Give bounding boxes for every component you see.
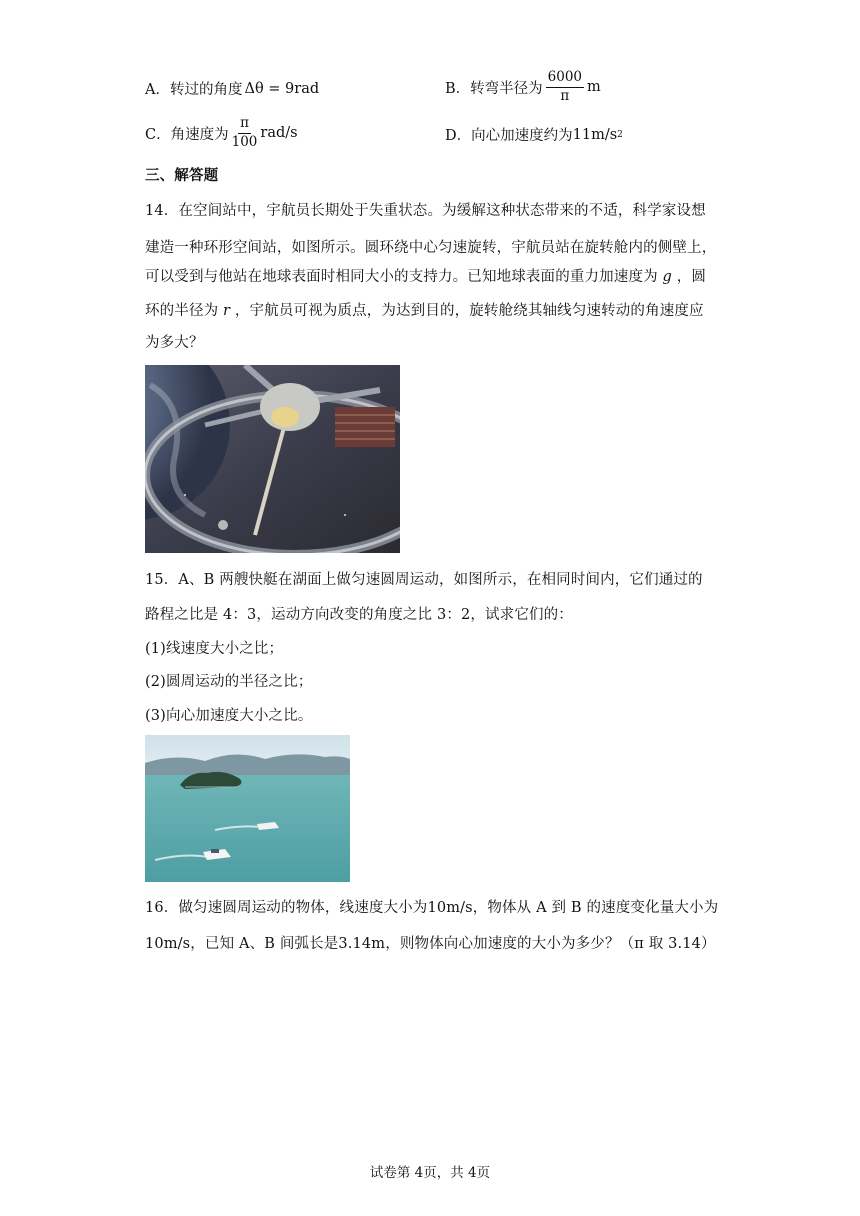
option-a-prefix: A．转过的角度 [145,82,243,98]
option-b-fraction [546,70,584,104]
option-b [445,70,601,104]
page-footer: 试卷第 4页，共 4页 [369,1165,491,1181]
q15-subq-3: (3)向心加速度大小之比。 [145,708,313,724]
lake-boats-photo [145,735,350,882]
q15-line-2: 路程之比是 4：3，运动方向改变的角度之比 3：2，试求它们的： [145,607,573,623]
option-c-prefix: C．角速度为 [145,126,229,143]
space-station-illustration [145,365,400,553]
option-c-unit: rad/s [260,125,298,142]
q14-line-1: 14．在空间站中，宇航员长期处于失重状态。为缓解这种状态带来的不适，科学家设想 [145,203,706,219]
q14-line-2: 建造一种环形空间站，如图所示。圆环绕中心匀速旋转，宇航员站在旋转舱内的侧壁上， [145,240,717,256]
q16-line-1: 16．做匀速圆周运动的物体，线速度大小为10m/s，物体从 A 到 B 的速度变化量大小为 [145,900,719,916]
q14-line-3-post: ，圆 [676,269,707,285]
q14-var-r: r [223,303,231,319]
q14-line-4-pre: 环的半径为 [145,303,219,319]
option-c-fraction [232,116,258,150]
q14-line-3 [145,265,706,286]
lake-boats-illustration [145,735,350,882]
space-station-photo [145,365,400,553]
q16-line-2: 10m/s，已知 A、B 间弧长是3.14m，则物体向心加速度的大小为多少？（π 取 3.14） [145,936,716,952]
option-b-numerator: 6000 [546,70,584,88]
option-c-denominator: 100 [231,133,258,150]
section-title: 三、解答题 [145,167,219,184]
q14-line-5: 为多大？ [145,335,204,351]
q15-subq-1: (1)线速度大小之比； [145,641,284,657]
option-c-numerator: π [238,116,251,134]
option-b-unit: m [587,79,601,96]
option-a [145,78,319,99]
option-a-expr: Δθ = 9rad [244,80,320,97]
q14-line-3-pre: 可以受到与他站在地球表面时相同大小的支持力。已知地球表面的重力加速度为 [145,269,658,285]
option-b-prefix: B．转弯半径为 [445,80,543,97]
option-c [145,116,298,150]
option-d [445,124,623,145]
q15-subq-2: (2)圆周运动的半径之比； [145,674,313,690]
q14-line-4 [145,299,704,320]
option-b-denominator: π [560,87,570,104]
q14-var-g: g [662,269,672,285]
q15-line-1: 15．A、B 两艘快艇在湖面上做匀速圆周运动，如图所示，在相同时间内，它们通过的 [145,572,703,588]
option-d-sup: 2 [617,129,623,140]
q14-line-4-post: ，宇航员可视为质点，为达到目的，旋转舱绕其轴线匀速转动的角速度应 [234,303,704,319]
option-d-value: 11m/s [572,126,618,143]
option-d-prefix: D．向心加速度约为 [445,128,573,144]
